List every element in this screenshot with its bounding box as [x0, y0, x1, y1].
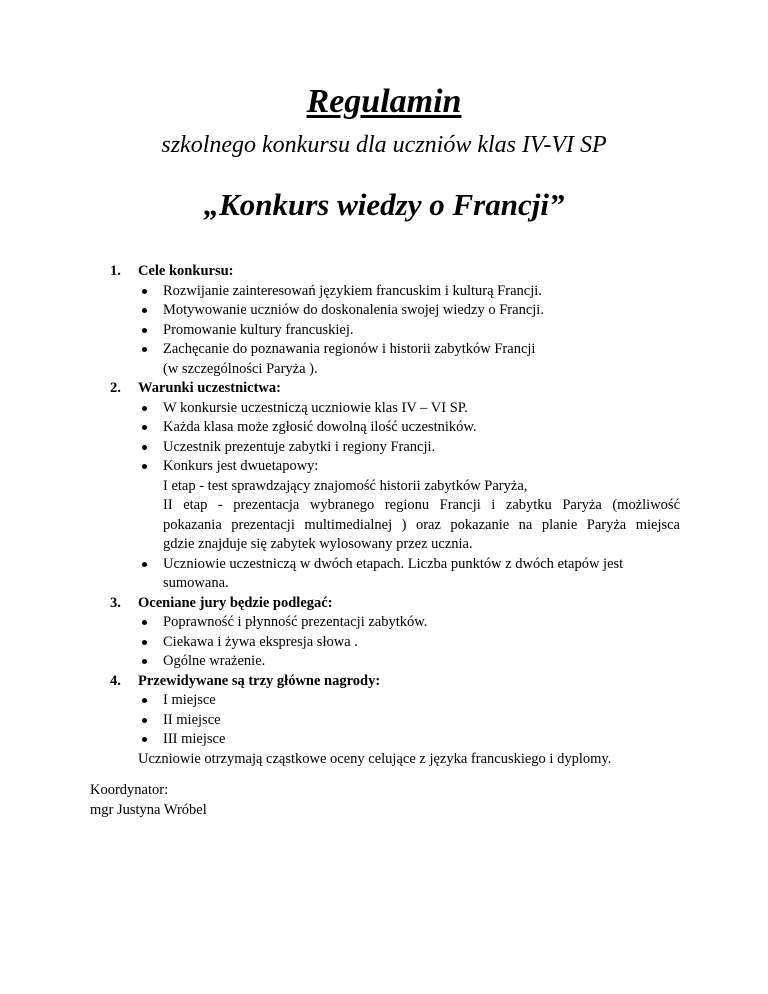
bullet-list	[110, 399, 680, 594]
section-number: 2.	[110, 380, 121, 396]
coordinator-block	[90, 781, 207, 820]
contest-name: „Konkurs wiedzy o Francji”	[203, 187, 565, 222]
section-1	[110, 262, 680, 379]
bullet-text-line: I miejsce	[163, 692, 216, 708]
section-number: 1.	[110, 263, 121, 279]
bullet-text-line: Uczniowie uczestniczą w dwóch etapach. Liczba punktów z dwóch etapów jest	[163, 555, 624, 572]
bullet-text-line: sumowana.	[163, 575, 229, 591]
bullet-text-line: Zachęcanie do poznawania regionów i historii zabytków Francji	[163, 341, 536, 357]
section-4	[110, 672, 680, 770]
section-2	[110, 379, 680, 594]
bullet-item	[138, 652, 680, 672]
bullet-text-line: (w szczególności Paryża ).	[163, 360, 318, 377]
bullet-item	[138, 613, 680, 633]
bullet-text-line: I etap - test sprawdzający znajomość historii zabytków Paryża,	[163, 477, 528, 494]
section-title: Przewidywane są trzy główne nagrody:	[138, 672, 381, 689]
bullet-text-line: Uczestnik prezentuje zabytki i regiony Francji.	[163, 438, 436, 455]
bullet-text-line: III miejsce	[163, 731, 226, 747]
bullet-text-line: Ciekawa i żywa ekspresja słowa .	[163, 633, 358, 650]
bullet-text-line: gdzie znajduje się zabytek wylosowany przez ucznia.	[163, 536, 473, 552]
bullet-item	[138, 730, 680, 750]
section-title: Cele konkursu:	[138, 263, 234, 279]
bullet-item	[138, 457, 680, 555]
bullet-list	[110, 282, 680, 380]
bullet-list	[110, 691, 680, 750]
bullet-text-line: Ogólne wrażenie.	[163, 653, 266, 669]
document-subtitle: szkolnego konkursu dla uczniów klas IV-VI SP	[161, 132, 607, 158]
section-title: Warunki uczestnictwa:	[138, 380, 281, 396]
bullet-item	[138, 711, 680, 731]
bullet-text-line: Rozwijanie zainteresowań językiem francuskim i kulturą Francji.	[163, 282, 542, 299]
bullet-item	[138, 633, 680, 653]
bullet-text-line: Promowanie kultury francuskiej.	[163, 321, 354, 338]
rules-sections	[110, 262, 680, 769]
bullet-text-line: Poprawność i płynność prezentacji zabytków.	[163, 614, 428, 630]
section-3	[110, 594, 680, 672]
bullet-item	[138, 555, 680, 594]
bullet-item	[138, 418, 680, 438]
bullet-text-line: pokazania prezentacji multimedialnej ) oraz pokazanie na planie Paryża miejsca	[163, 516, 680, 533]
bullet-text-line: Każda klasa może zgłosić dowolną ilość uczestników.	[163, 419, 477, 435]
bullet-text-line: W konkursie uczestniczą uczniowie klas IV – VI SP.	[163, 399, 468, 416]
bullet-item	[138, 321, 680, 341]
bullet-item	[138, 438, 680, 458]
coordinator-label: Koordynator:	[90, 782, 169, 798]
bullet-item	[138, 282, 680, 302]
section-closing-note: Uczniowie otrzymają cząstkowe oceny celujące z języka francuskiego i dyplomy.	[138, 750, 612, 767]
document-title: Regulamin	[306, 83, 462, 120]
bullet-text-line: II etap - prezentacja wybranego regionu Francji i zabytku Paryża (możliwość	[163, 497, 680, 513]
bullet-list	[110, 613, 680, 672]
bullet-item	[138, 691, 680, 711]
bullet-text-line: Motywowanie uczniów do doskonalenia swojej wiedzy o Francji.	[163, 302, 544, 318]
bullet-item	[138, 399, 680, 419]
coordinator-name: mgr Justyna Wróbel	[90, 801, 207, 818]
bullet-item	[138, 340, 680, 379]
bullet-text-line: Konkurs jest dwuetapowy:	[163, 458, 319, 474]
bullet-text-line: II miejsce	[163, 711, 221, 728]
section-number: 4.	[110, 672, 121, 689]
bullet-item	[138, 301, 680, 321]
section-title: Oceniane jury będzie podlegać:	[138, 594, 333, 611]
section-number: 3.	[110, 594, 121, 611]
